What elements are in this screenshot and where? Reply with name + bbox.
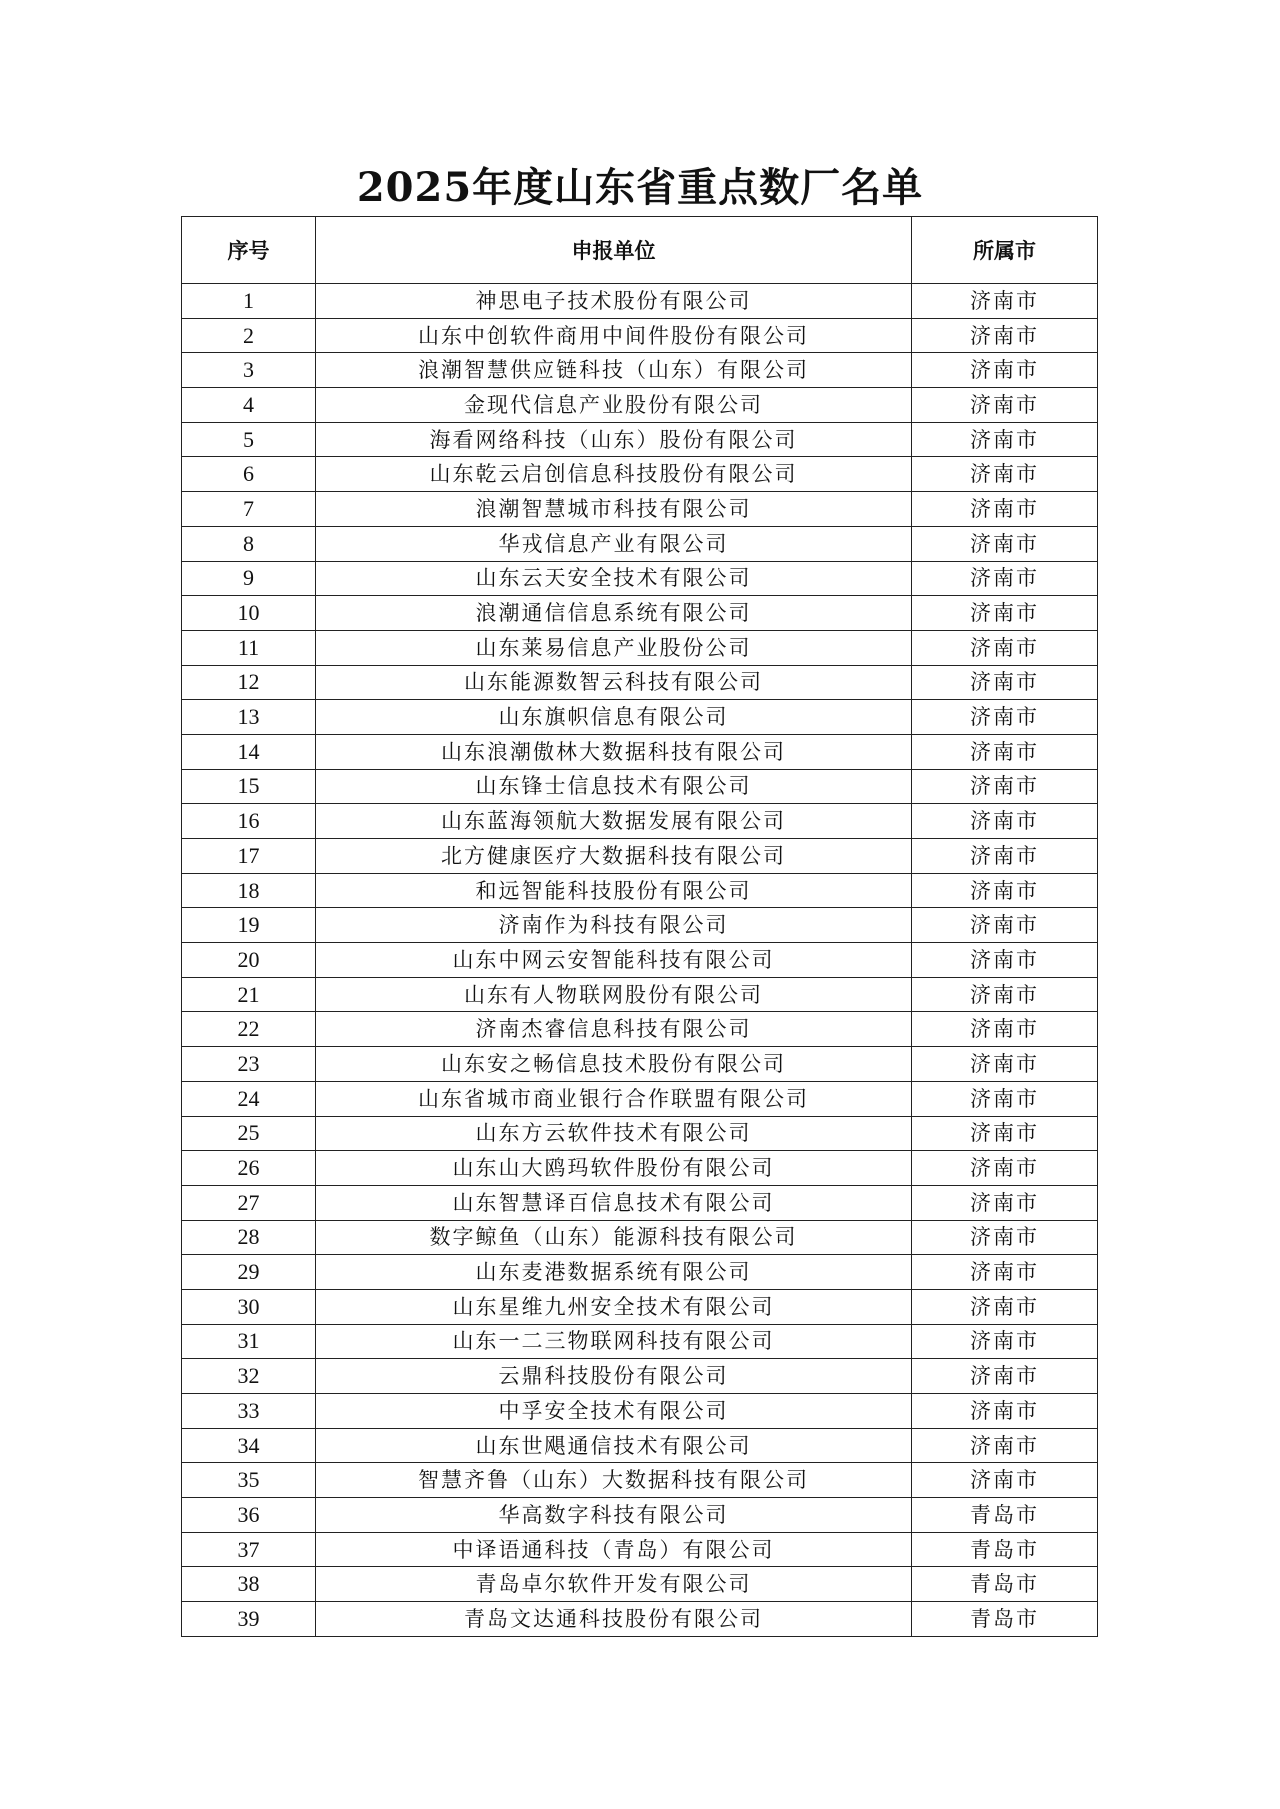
row-city: 济南市 [912,943,1098,978]
row-index: 39 [182,1602,316,1637]
row-unit-name: 山东方云软件技术有限公司 [316,1116,912,1151]
row-city: 济南市 [912,1428,1098,1463]
row-index: 7 [182,492,316,527]
row-city: 济南市 [912,1289,1098,1324]
row-index: 15 [182,769,316,804]
row-unit-name: 山东能源数智云科技有限公司 [316,665,912,700]
row-unit-name: 山东山大鸥玛软件股份有限公司 [316,1151,912,1186]
row-index: 36 [182,1498,316,1533]
page-title: 2025年度山东省重点数厂名单 [356,164,924,211]
table-row [182,839,1098,874]
table-row [182,422,1098,457]
row-unit-name: 山东世飓通信技术有限公司 [316,1428,912,1463]
table-row [182,1185,1098,1220]
row-city: 济南市 [912,1081,1098,1116]
row-city: 济南市 [912,1463,1098,1498]
row-unit-name: 济南作为科技有限公司 [316,908,912,943]
row-index: 20 [182,943,316,978]
row-unit-name: 山东智慧译百信息技术有限公司 [316,1185,912,1220]
row-unit-name: 中孚安全技术有限公司 [316,1394,912,1429]
table-row [182,1394,1098,1429]
row-city: 济南市 [912,422,1098,457]
table-row [182,1602,1098,1637]
row-city: 济南市 [912,284,1098,319]
row-unit-name: 山东乾云启创信息科技股份有限公司 [316,457,912,492]
row-index: 25 [182,1116,316,1151]
row-index: 4 [182,388,316,423]
row-city: 济南市 [912,1394,1098,1429]
row-unit-name: 青岛卓尔软件开发有限公司 [316,1567,912,1602]
row-city: 济南市 [912,561,1098,596]
row-city: 济南市 [912,908,1098,943]
header-city: 所属市 [912,217,1098,284]
table-row [182,492,1098,527]
row-city: 济南市 [912,873,1098,908]
row-city: 青岛市 [912,1602,1098,1637]
row-index: 6 [182,457,316,492]
table-row [182,353,1098,388]
table-header-row [182,217,1098,284]
table-row [182,318,1098,353]
row-city: 济南市 [912,388,1098,423]
row-index: 21 [182,977,316,1012]
table-row [182,1498,1098,1533]
row-city: 济南市 [912,596,1098,631]
row-unit-name: 山东蓝海领航大数据发展有限公司 [316,804,912,839]
table-row [182,943,1098,978]
row-unit-name: 浪潮智慧供应链科技（山东）有限公司 [316,353,912,388]
table-row [182,388,1098,423]
row-index: 22 [182,1012,316,1047]
row-unit-name: 华戎信息产业有限公司 [316,526,912,561]
table-row [182,873,1098,908]
row-unit-name: 云鼎科技股份有限公司 [316,1359,912,1394]
table-row [182,457,1098,492]
row-index: 1 [182,284,316,319]
table-row [182,1116,1098,1151]
row-index: 10 [182,596,316,631]
row-index: 29 [182,1255,316,1290]
row-index: 3 [182,353,316,388]
row-city: 青岛市 [912,1498,1098,1533]
table-row [182,977,1098,1012]
row-index: 14 [182,734,316,769]
row-index: 2 [182,318,316,353]
table-row [182,908,1098,943]
table-row [182,1463,1098,1498]
row-index: 19 [182,908,316,943]
row-index: 8 [182,526,316,561]
row-unit-name: 山东麦港数据系统有限公司 [316,1255,912,1290]
row-index: 11 [182,630,316,665]
row-index: 9 [182,561,316,596]
row-unit-name: 山东有人物联网股份有限公司 [316,977,912,1012]
table-row [182,804,1098,839]
row-index: 24 [182,1081,316,1116]
row-unit-name: 金现代信息产业股份有限公司 [316,388,912,423]
table-row [182,769,1098,804]
table-row [182,1220,1098,1255]
row-unit-name: 浪潮通信信息系统有限公司 [316,596,912,631]
table-row [182,1289,1098,1324]
row-city: 济南市 [912,1185,1098,1220]
row-unit-name: 山东星维九州安全技术有限公司 [316,1289,912,1324]
row-index: 16 [182,804,316,839]
table-body [182,284,1098,1637]
row-index: 30 [182,1289,316,1324]
row-index: 33 [182,1394,316,1429]
row-city: 济南市 [912,734,1098,769]
row-unit-name: 山东莱易信息产业股份公司 [316,630,912,665]
row-index: 27 [182,1185,316,1220]
row-unit-name: 山东中创软件商用中间件股份有限公司 [316,318,912,353]
row-unit-name: 智慧齐鲁（山东）大数据科技有限公司 [316,1463,912,1498]
row-city: 济南市 [912,839,1098,874]
row-city: 济南市 [912,526,1098,561]
row-city: 济南市 [912,769,1098,804]
row-city: 济南市 [912,665,1098,700]
table-row [182,1047,1098,1082]
header-index: 序号 [182,217,316,284]
row-city: 青岛市 [912,1532,1098,1567]
row-city: 济南市 [912,1012,1098,1047]
row-unit-name: 山东安之畅信息技术股份有限公司 [316,1047,912,1082]
table-row [182,1359,1098,1394]
row-city: 济南市 [912,1359,1098,1394]
row-unit-name: 和远智能科技股份有限公司 [316,873,912,908]
row-city: 济南市 [912,700,1098,735]
row-unit-name: 山东浪潮傲林大数据科技有限公司 [316,734,912,769]
table-row [182,526,1098,561]
row-unit-name: 山东旗帜信息有限公司 [316,700,912,735]
table-row [182,1567,1098,1602]
row-index: 18 [182,873,316,908]
row-index: 28 [182,1220,316,1255]
row-index: 35 [182,1463,316,1498]
table-row [182,630,1098,665]
row-city: 济南市 [912,457,1098,492]
row-city: 济南市 [912,1220,1098,1255]
row-index: 32 [182,1359,316,1394]
header-unit: 申报单位 [316,217,912,284]
row-index: 12 [182,665,316,700]
table-row [182,596,1098,631]
row-unit-name: 山东一二三物联网科技有限公司 [316,1324,912,1359]
company-list-table [181,216,1098,1637]
row-unit-name: 数字鲸鱼（山东）能源科技有限公司 [316,1220,912,1255]
row-city: 青岛市 [912,1567,1098,1602]
row-index: 26 [182,1151,316,1186]
row-city: 济南市 [912,1116,1098,1151]
table-row [182,1324,1098,1359]
table-row [182,700,1098,735]
row-city: 济南市 [912,977,1098,1012]
row-city: 济南市 [912,1324,1098,1359]
table-row [182,1081,1098,1116]
row-unit-name: 北方健康医疗大数据科技有限公司 [316,839,912,874]
row-unit-name: 海看网络科技（山东）股份有限公司 [316,422,912,457]
row-city: 济南市 [912,1151,1098,1186]
row-city: 济南市 [912,804,1098,839]
table-row [182,1255,1098,1290]
table-row [182,1532,1098,1567]
row-index: 23 [182,1047,316,1082]
table-row [182,734,1098,769]
row-unit-name: 山东云天安全技术有限公司 [316,561,912,596]
row-unit-name: 山东锋士信息技术有限公司 [316,769,912,804]
table-row [182,665,1098,700]
row-unit-name: 山东中网云安智能科技有限公司 [316,943,912,978]
table-row [182,284,1098,319]
row-index: 31 [182,1324,316,1359]
row-unit-name: 济南杰睿信息科技有限公司 [316,1012,912,1047]
row-city: 济南市 [912,492,1098,527]
table-row [182,1012,1098,1047]
row-index: 37 [182,1532,316,1567]
row-index: 13 [182,700,316,735]
row-unit-name: 神思电子技术股份有限公司 [316,284,912,319]
row-index: 5 [182,422,316,457]
row-index: 17 [182,839,316,874]
row-city: 济南市 [912,1255,1098,1290]
table-row [182,561,1098,596]
row-city: 济南市 [912,318,1098,353]
table-row [182,1428,1098,1463]
row-unit-name: 华高数字科技有限公司 [316,1498,912,1533]
row-unit-name: 青岛文达通科技股份有限公司 [316,1602,912,1637]
row-city: 济南市 [912,353,1098,388]
row-unit-name: 浪潮智慧城市科技有限公司 [316,492,912,527]
row-index: 38 [182,1567,316,1602]
table-row [182,1151,1098,1186]
row-unit-name: 山东省城市商业银行合作联盟有限公司 [316,1081,912,1116]
row-unit-name: 中译语通科技（青岛）有限公司 [316,1532,912,1567]
row-city: 济南市 [912,1047,1098,1082]
row-index: 34 [182,1428,316,1463]
row-city: 济南市 [912,630,1098,665]
